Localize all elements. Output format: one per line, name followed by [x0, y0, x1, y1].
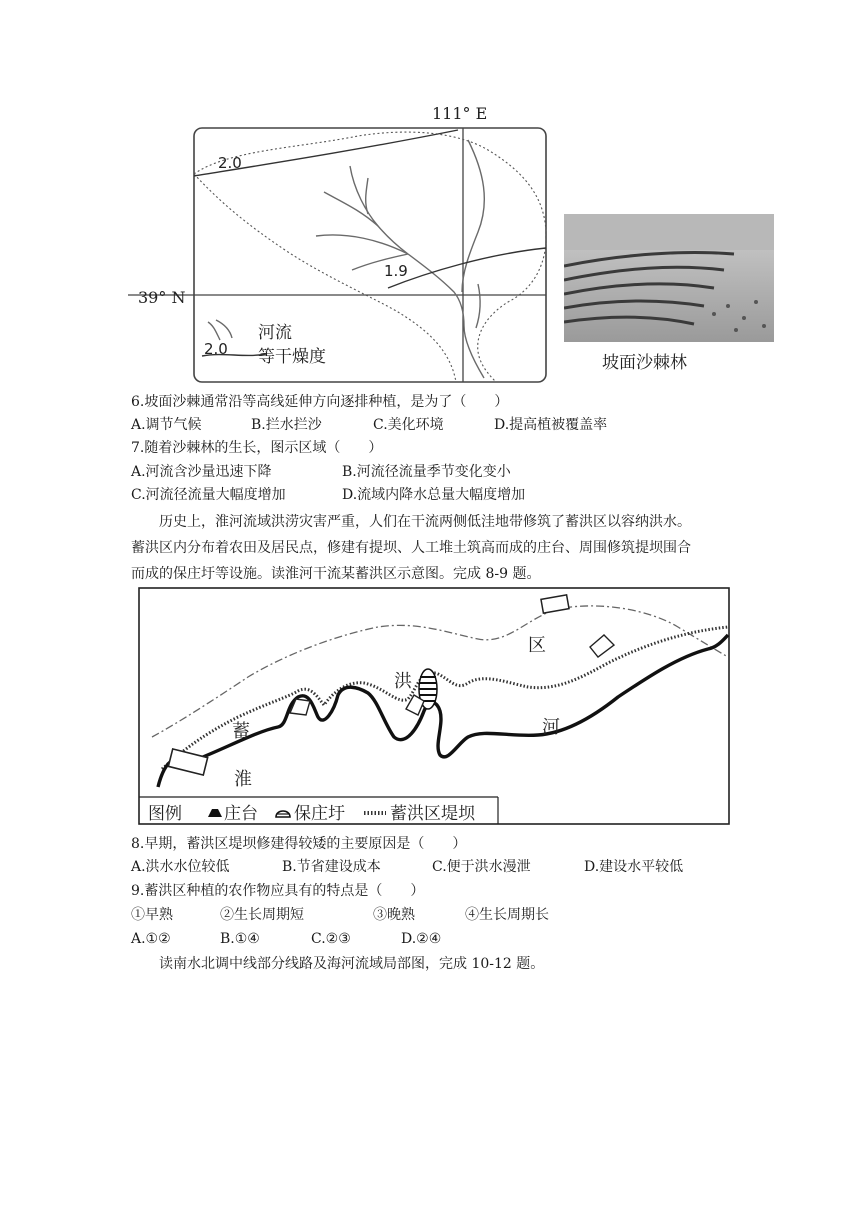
q8-option-a: A.洪水水位较低	[131, 859, 230, 875]
q8-option-b: B.节省建设成本	[282, 859, 381, 875]
map-char-xu: 蓄	[232, 721, 250, 742]
question-9-stem: 9.蓄洪区种植的农作物应具有的特点是（ ）	[131, 883, 425, 899]
q9-item-2: ②生长周期短	[220, 907, 304, 923]
legend-zhuangtai-label: 庄台	[224, 804, 258, 824]
q8-option-d: D.建设水平较低	[584, 859, 684, 875]
map-char-qu: 区	[528, 635, 546, 656]
q7-option-c: C.河流径流量大幅度增加	[131, 487, 286, 503]
contour-line-1-9	[388, 248, 546, 288]
q6-option-c: C.美化环境	[373, 417, 444, 433]
q7-option-b: B.河流径流量季节变化变小	[342, 464, 511, 480]
q9-item-4: ④生长周期长	[465, 907, 549, 923]
contour-label-2-0: 2.0	[218, 154, 242, 172]
passage-line-1: 历史上，淮河流域洪涝灾害严重，人们在干流两侧低洼地带修筑了蓄洪区以容纳洪水。	[159, 514, 691, 530]
river-network	[316, 140, 484, 378]
photo-sea-buckthorn	[564, 214, 774, 386]
legend-contour-value: 2.0	[204, 340, 228, 358]
passage-line-2: 蓄洪区内分布着农田及居民点，修建有提坝、人工堆土筑高而成的庄台、周围修筑提坝围合	[131, 540, 691, 556]
question-6-stem: 6.坡面沙棘通常沿等高线延伸方向逐排种植，是为了（ ）	[131, 394, 509, 410]
q6-option-a: A.调节气候	[131, 417, 202, 433]
q9-item-1: ①早熟	[131, 907, 173, 923]
legend-title: 图例	[148, 804, 182, 824]
q9-option-b: B.①④	[220, 931, 260, 947]
figure-dryness-map	[128, 102, 576, 386]
passage-huai-river	[131, 509, 731, 587]
map-char-hong: 洪	[394, 671, 412, 692]
q9-option-a: A.①②	[131, 931, 171, 947]
map-frame	[194, 128, 546, 382]
question-7-stem: 7.随着沙棘林的生长，图示区域（ ）	[131, 440, 383, 456]
q7-option-d: D.流域内降水总量大幅度增加	[342, 487, 526, 503]
legend-baozhuangwei-label: 保庄圩	[294, 804, 345, 824]
question-8-stem: 8.早期，蓄洪区堤坝修建得较矮的主要原因是（ ）	[131, 836, 467, 852]
photo-terraces	[564, 214, 774, 342]
q8-option-c: C.便于洪水漫泄	[432, 859, 531, 875]
legend-contour-label: 等干燥度	[258, 347, 326, 367]
q7-option-a: A.河流含沙量迅速下降	[131, 464, 272, 480]
flood-map-svg	[138, 587, 730, 825]
q9-option-c: C.②③	[311, 931, 351, 947]
legend-dike-label: 蓄洪区堤坝	[390, 804, 475, 824]
map2-frame	[139, 588, 729, 824]
passage-south-north-diversion: 读南水北调中线部分线路及海河流域局部图，完成 10-12 题。	[159, 956, 545, 972]
q6-option-b: B.拦水拦沙	[251, 417, 322, 433]
passage-line-3: 而成的保庄圩等设施。读淮河干流某蓄洪区示意图。完成 8-9 题。	[131, 566, 541, 582]
q9-item-3: ③晚熟	[373, 907, 415, 923]
q9-option-d: D.②④	[401, 931, 442, 947]
q6-option-d: D.提高植被覆盖率	[494, 417, 608, 433]
latitude-label: 39° N	[138, 288, 186, 307]
contour-label-1-9: 1.9	[384, 262, 408, 280]
longitude-label: 111° E	[432, 104, 488, 123]
legend-river-icon	[208, 322, 220, 340]
photo-caption: 坡面沙棘林	[602, 353, 687, 373]
map-char-huai: 淮	[234, 769, 252, 790]
legend-river-label: 河流	[258, 323, 292, 343]
figure-flood-storage-map	[138, 587, 730, 825]
map-char-he: 河	[542, 717, 560, 738]
dryness-map-svg	[128, 102, 576, 386]
